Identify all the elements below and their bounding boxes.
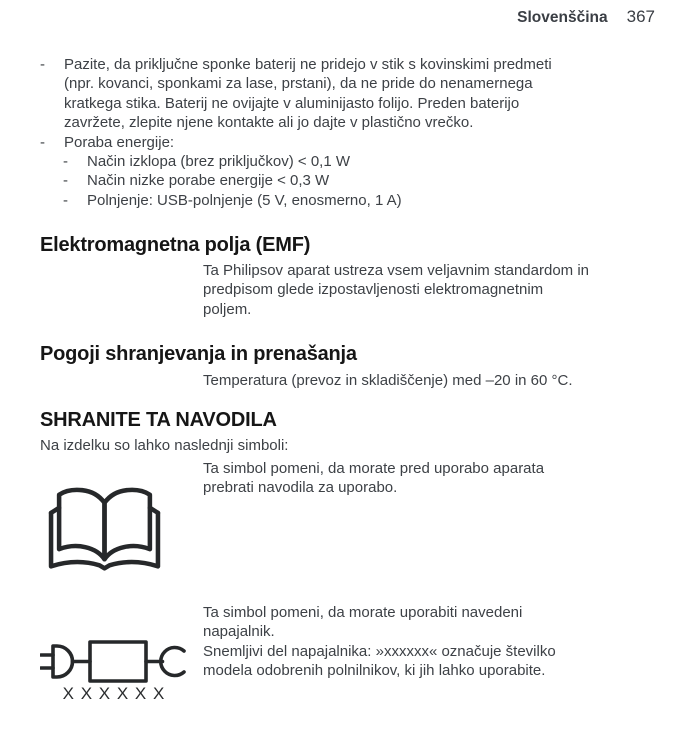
section-body-storage — [203, 371, 573, 390]
list-item-text-line: Pazite, da priključne sponke baterij ne pridejo v stik s kovinskimi predmeti — [64, 56, 552, 73]
sub-list-item-low-power-mode — [63, 171, 656, 190]
paragraph-line: poljem. — [203, 300, 252, 318]
paragraph-line: Ta Philipsov aparat ustreza vsem veljavnim standardom in — [203, 262, 590, 279]
bullet-dash: - — [63, 172, 68, 190]
list-item-text-line: Poraba energije: — [64, 133, 175, 151]
sub-list-item-text: Polnjenje: USB-polnjenje (5 V, enosmerno, 1 A) — [87, 191, 402, 209]
section-title-save-instructions: SHRANITE TA NAVODILA — [40, 409, 277, 431]
list-item-text-line: (npr. kovanci, sponkami za lase, prstani), da ne pride do nenamernega — [64, 75, 533, 93]
sub-list-item-charging — [63, 191, 656, 210]
page-header — [517, 7, 655, 27]
section-title-storage: Pogoji shranjevanja in prenašanja — [40, 343, 357, 365]
bullet-dash: - — [63, 153, 68, 171]
section-body-emf — [203, 261, 589, 319]
list-item-text-line: zavržete, zlepite njene kontakte ali jo dajte v plastično vrečko. — [64, 114, 474, 132]
bullet-dash: - — [40, 56, 45, 73]
list-item-text-line: kratkega stika. Baterij ne ovijajte v aluminijasto folijo. Preden baterijo — [64, 94, 520, 112]
open-book-icon — [46, 482, 163, 577]
paragraph-line: napajalnik. — [203, 623, 275, 641]
paragraph-line: modela odobrenih polnilnikov, ki jih lahko uporabite. — [203, 662, 546, 680]
book-symbol-description — [203, 459, 544, 498]
list-item-battery-terminals — [40, 55, 656, 133]
symbols-intro-text: Na izdelku so lahko naslednji simboli: — [40, 437, 289, 454]
list-item-text-block — [64, 55, 552, 133]
paragraph-line: Temperatura (prevoz in skladiščenje) med –20 in 60 °C. — [203, 372, 573, 389]
sub-list-item-text: Način izklopa (brez priključkov) < 0,1 W — [87, 153, 351, 171]
adapter-symbol-description — [203, 603, 556, 681]
section-title-emf: Elektromagnetna polja (EMF) — [40, 234, 311, 256]
language-label: Slovenščina — [517, 9, 608, 26]
bullet-dash: - — [40, 133, 45, 151]
paragraph-line: prebrati navodila za uporabo. — [203, 479, 398, 497]
paragraph-line: Ta simbol pomeni, da morate pred uporabo aparata — [203, 460, 545, 477]
sub-list-item-off-mode — [63, 152, 656, 171]
adapter-model-placeholder: X X X X X X — [62, 684, 166, 703]
sub-list-item-text: Način nizke porabe energije < 0,3 W — [87, 172, 330, 190]
bullet-dash: - — [63, 191, 68, 209]
paragraph-line: Snemljivi del napajalnika: »xxxxxx« označuje številko — [203, 642, 556, 660]
battery-warning-list — [40, 55, 656, 210]
list-item-power-consumption — [40, 133, 656, 152]
paragraph-line: predpisom glede izpostavljenosti elektromagnetnim — [203, 281, 544, 299]
paragraph-line: Ta simbol pomeni, da morate uporabiti navedeni — [203, 604, 523, 621]
page-number: 367 — [626, 7, 655, 26]
